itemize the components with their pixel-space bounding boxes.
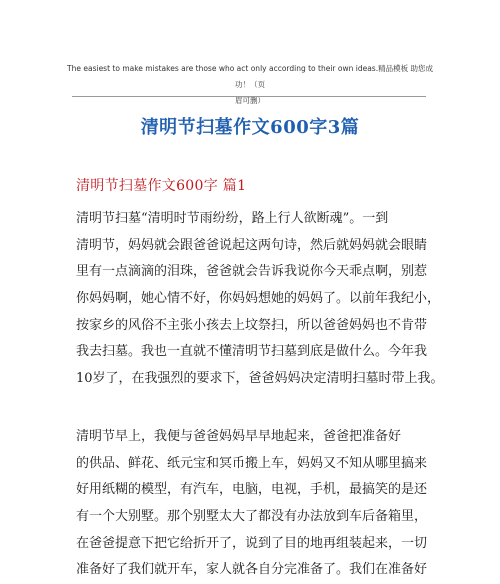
paragraph-line: 按家乡的风俗不主张小孩去上坟祭扫，所以爸爸妈妈也不肯带 — [76, 317, 428, 333]
paragraph-line: 10岁了，在我强烈的要求下，爸爸妈妈决定清明扫墓时带上我。 — [76, 371, 444, 387]
header-note-line-1: The easiest to make mistakes are those who act only according to their own ideas.精品模板 助您成功！（页 — [67, 64, 433, 89]
paragraph-line: 的供品、鲜花、纸元宝和冥币搬上车，妈妈又不知从哪里搞来 — [76, 455, 428, 471]
header-note-line-2: 眉可删） — [235, 96, 265, 105]
paragraph-line: 在爸爸提意下把它给折开了，说到了目的地再组装起来，一切 — [76, 535, 428, 551]
page-header-note — [60, 61, 440, 109]
paragraph-line: 我去扫墓。我也一直就不懂清明节扫墓到底是做什么。今年我 — [76, 344, 428, 360]
header-divider — [72, 96, 426, 97]
paragraph-2 — [76, 424, 426, 584]
section-heading: 清明节扫墓作文600字 篇1 — [76, 178, 247, 194]
paragraph-line: 清明节，妈妈就会跟爸爸说起这两句诗，然后就妈妈就会眼睛 — [76, 237, 428, 253]
paragraph-line: 有一个大别墅。那个别墅太大了都没有办法放到车后备箱里， — [76, 509, 428, 525]
paragraph-line: 准备好了我们就开车，家人就各自分完准备了。我们在准备好 — [76, 562, 428, 578]
document-title: 清明节扫墓作文600字3篇 — [140, 117, 360, 138]
paragraph-line: 清明节扫墓“清明时节雨纷纷，路上行人欲断魂”。一到 — [76, 211, 389, 226]
paragraph-line: 清明节早上，我便与爸爸妈妈早早地起来，爸爸把准备好 — [76, 429, 402, 444]
paragraph-line: 里有一点滴滴的泪珠，爸爸就会告诉我说你今天乖点啊，别惹 — [76, 264, 428, 280]
paragraph-1 — [76, 206, 444, 393]
paragraph-line: 好用纸糊的模型，有汽车，电脑，电视，手机，最搞笑的是还 — [76, 482, 428, 498]
paragraph-line: 你妈妈啊，她心情不好，你妈妈想她的妈妈了。以前年我纪小， — [76, 291, 441, 307]
